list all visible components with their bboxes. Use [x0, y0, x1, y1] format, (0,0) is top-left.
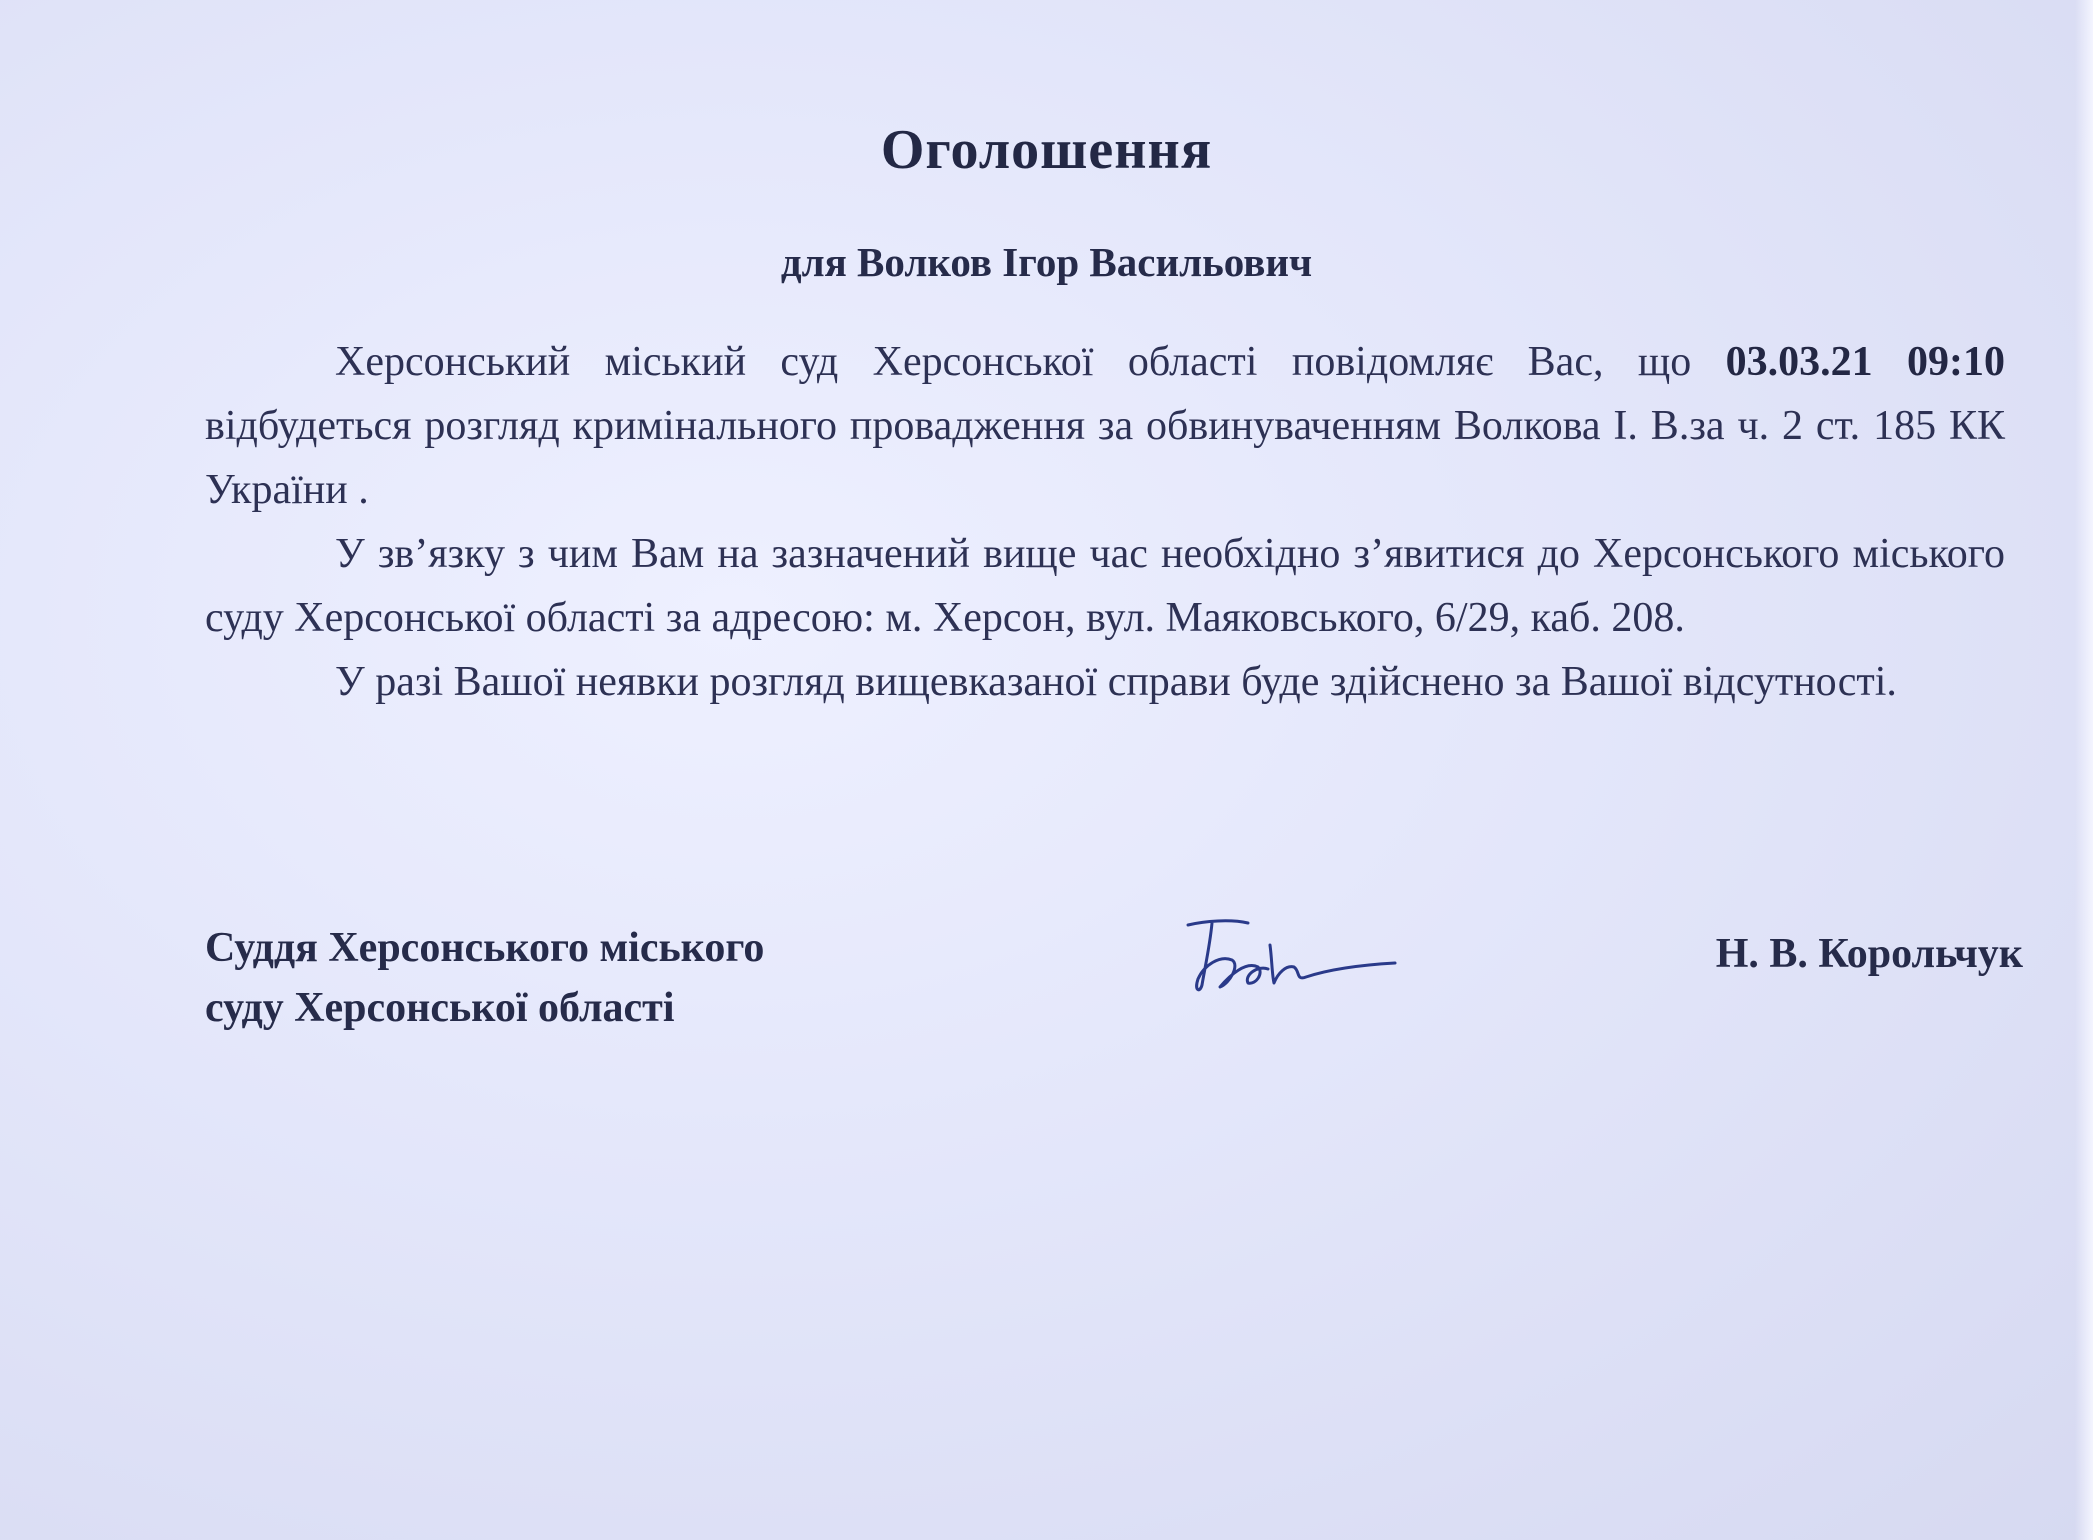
absence-paragraph: У разі Вашої неявки розгляд вищевказаної справи буде здійснено за Вашої відсутності.: [335, 659, 1897, 705]
hearing-details-text: відбудеться розгляд кримінального провадження за обвинуваченням Волкова І. В.за ч. 2 ст. 185 КК України .: [205, 403, 2005, 513]
recipient-line: для Волков Ігор Васильович: [780, 239, 1313, 285]
hearing-paragraph: [205, 330, 2005, 522]
hearing-intro-text: Херсонський міський суд Херсонської області повідомляє Вас, що: [335, 339, 1726, 385]
judge-position-line1: Суддя Херсонського міського: [205, 925, 765, 971]
appearance-paragraph: У зв’язку з чим Вам на зазначений вище час необхідно з’явитися до Херсонського міського суду Херсонської області за адресою: м. Херсон, вул. Маяковського, 6/29, каб. 208.: [205, 531, 2005, 641]
document-title: Оголошення: [880, 119, 1213, 181]
notice-body: [205, 330, 2005, 714]
judge-position-line2: суду Херсонської області: [205, 985, 675, 1031]
judge-position: [205, 918, 764, 1038]
handwritten-signature: [1160, 905, 1410, 1005]
judge-name: Н. В. Корольчук: [1715, 931, 2023, 977]
hearing-datetime: 03.03.21 09:10: [1725, 339, 2005, 385]
